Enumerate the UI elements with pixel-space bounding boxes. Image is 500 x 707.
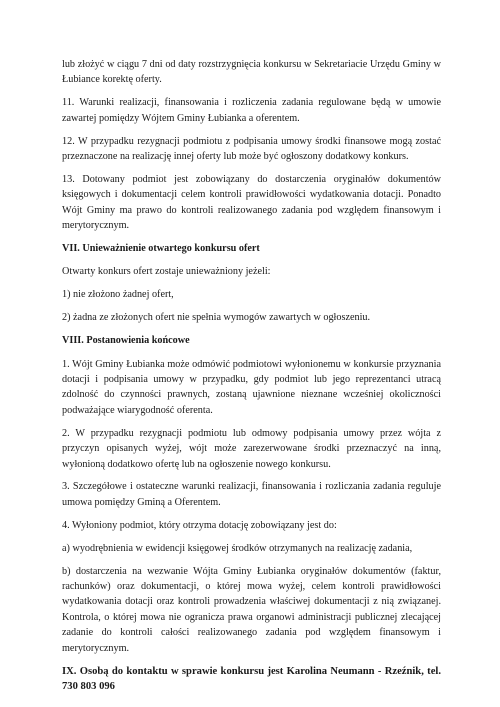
section-heading-vii: VII. Unieważnienie otwartego konkursu ofert xyxy=(62,243,260,255)
paragraph-final-1: 1. Wójt Gminy Łubianka może odmówić podmiotowi wyłonionemu w konkursie przyznania dotacji i podpisania umowy w przypadku, gdy podmiot lub jego reprezentanci utracą zdolność do czynności prawnych, zostaną ujawnione nieznane wcześniej okoliczności podważające wiarygodność oferenta. xyxy=(62,358,441,416)
paragraph-12-resignation: 12. W przypadku rezygnacji podmiotu z podpisania umowy środki finansowe mogą zostać przeznaczone na realizację innej oferty lub może być ogłoszony dodatkowy konkurs. xyxy=(62,135,441,163)
paragraph-final-3: 3. Szczegółowe i ostateczne warunki realizacji, finansowania i rozliczania zadania reguluje umowa pomiędzy Gminą a Oferentem. xyxy=(62,481,441,508)
list-item-annulment-2: 2) żadna ze złożonych ofert nie spełnia wymogów zawartych w ogłoszeniu. xyxy=(62,312,371,324)
paragraph-11-agreement-terms: 11. Warunki realizacji, finansowania i rozliczenia zadania regulowane będą w umowie zawartej pomiędzy Wójtem Gminy Łubianka a oferentem. xyxy=(62,97,441,124)
list-item-annulment-1: 1) nie złożono żadnej ofert, xyxy=(62,289,174,301)
section-heading-ix-contact: IX. Osobą do kontaktu w sprawie konkursu jest Karolina Neumann - Rzeźnik, tel. 730 803 096 xyxy=(62,665,441,692)
section-heading-viii: VIII. Postanowienia końcowe xyxy=(62,335,190,347)
document-page xyxy=(62,57,441,694)
paragraph-13-documentation: 13. Dotowany podmiot jest zobowiązany do dostarczenia oryginałów dokumentów księgowych i dokumentacji celem kontroli prawidłowości wydatkowania dotacji. Ponadto Wójt Gminy ma prawo do kontroli realizowanego zadania pod względem finansowym i merytorycznym. xyxy=(62,173,441,232)
paragraph-final-4: 4. Wyłoniony podmiot, który otrzyma dotację zobowiązany jest do: xyxy=(62,519,337,531)
paragraph-annulment-intro: Otwarty konkurs ofert zostaje unieważniony jeżeli: xyxy=(62,266,271,278)
paragraph-final-2: 2. W przypadku rezygnacji podmiotu lub odmowy podpisania umowy przez wójta z przyczyn opisanych wyżej, wójt może zarezerwowane środki przeznaczyć na inną, wyłonioną dodatkowo ofertę lub na ogłoszenie nowego konkursu. xyxy=(62,427,441,470)
paragraph-correction-deadline: lub złożyć w ciągu 7 dni od daty rozstrzygnięcia konkursu w Sekretariacie Urzędu Gminy w Łubiance korektę oferty. xyxy=(62,59,441,86)
list-item-obligation-b: b) dostarczenia na wezwanie Wójta Gminy Łubianka oryginałów dokumentów (faktur, rachunków) oraz dokumentacji, o której mowa wyżej, celem kontroli prawidłowości wydatkowania dotacji oraz kontroli prowadzenia właściwej dokumentacji z nią związanej. Kontrola, o której mowa nie ogranicza prawa organowi administracji publicznej zlecającej zadanie do kontroli całości realizowanego zadania pod względem finansowym i merytorycznym. xyxy=(62,565,441,654)
list-item-obligation-a: a) wyodrębnienia w ewidencji księgowej środków otrzymanych na realizację zadania, xyxy=(62,542,413,554)
